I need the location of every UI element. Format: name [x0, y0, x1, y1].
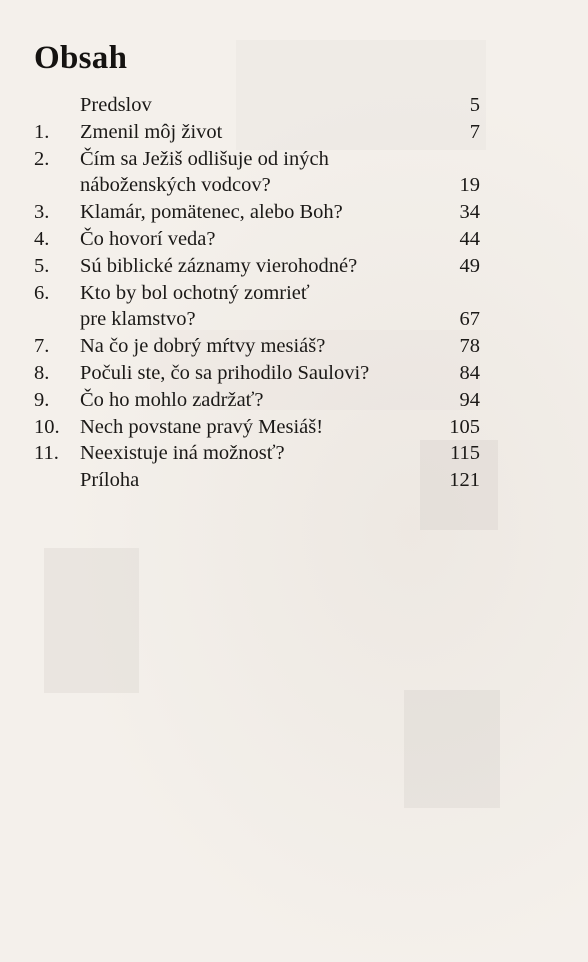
chapter-number: 4.	[34, 227, 50, 250]
chapter-title: Klamár, pomätenec, alebo Boh?	[80, 201, 343, 224]
toc-row	[0, 360, 588, 387]
page-number: 94	[459, 388, 480, 411]
bleed-through-mark	[404, 690, 500, 808]
page-title: Obsah	[34, 40, 128, 76]
toc-row	[0, 280, 588, 307]
chapter-number: 7.	[34, 335, 50, 358]
chapter-title: Príloha	[80, 469, 140, 492]
chapter-number: 8.	[34, 361, 50, 384]
page-number: 44	[459, 227, 480, 250]
toc-row	[0, 146, 588, 173]
chapter-number: 2.	[34, 147, 50, 170]
toc-row	[0, 172, 588, 199]
page-number: 34	[459, 201, 480, 224]
chapter-title: Čo ho mohlo zadržať?	[80, 388, 264, 411]
toc-row	[0, 306, 588, 333]
page-number: 67	[459, 308, 480, 331]
chapter-number: 10.	[34, 415, 60, 438]
page-number: 5	[469, 94, 480, 116]
page-number: 121	[449, 469, 480, 492]
chapter-title: Neexistuje iná možnosť?	[80, 442, 285, 465]
toc-row	[0, 387, 588, 414]
toc-row	[0, 467, 588, 494]
chapter-number: 3.	[34, 201, 50, 224]
chapter-title: Predslov	[80, 94, 152, 116]
toc-row	[0, 440, 588, 467]
chapter-title: pre klamstvo?	[80, 308, 196, 331]
toc-row	[0, 199, 588, 226]
chapter-number: 6.	[34, 281, 50, 304]
chapter-number: 9.	[34, 388, 50, 411]
page-number: 19	[459, 174, 480, 197]
bleed-through-mark	[44, 548, 139, 693]
chapter-title: Zmenil môj život	[80, 120, 223, 143]
toc-row	[0, 226, 588, 253]
chapter-title: Čím sa Ježiš odlišuje od iných	[80, 147, 329, 170]
chapter-title: Na čo je dobrý mŕtvy mesiáš?	[80, 335, 326, 358]
chapter-number: 11.	[34, 442, 59, 465]
chapter-number: 1.	[34, 120, 50, 143]
chapter-title: náboženských vodcov?	[80, 174, 271, 197]
chapter-title: Kto by bol ochotný zomrieť	[80, 281, 310, 304]
chapter-title: Počuli ste, čo sa prihodilo Saulovi?	[80, 361, 370, 384]
toc-row	[0, 253, 588, 280]
chapter-title: Nech povstane pravý Mesiáš!	[80, 415, 324, 438]
page-number: 84	[459, 361, 480, 384]
page-number: 78	[459, 335, 480, 358]
page-number: 105	[449, 415, 480, 438]
toc-row	[0, 414, 588, 441]
toc-row	[0, 92, 588, 119]
chapter-number: 5.	[34, 254, 50, 277]
chapter-title: Čo hovorí veda?	[80, 227, 216, 250]
table-of-contents	[0, 92, 588, 494]
chapter-title: Sú biblické záznamy vierohodné?	[80, 254, 358, 277]
page-number: 49	[459, 254, 480, 277]
page-number: 7	[469, 120, 480, 143]
page-number: 115	[450, 442, 480, 465]
toc-row	[0, 333, 588, 360]
toc-row	[0, 119, 588, 146]
